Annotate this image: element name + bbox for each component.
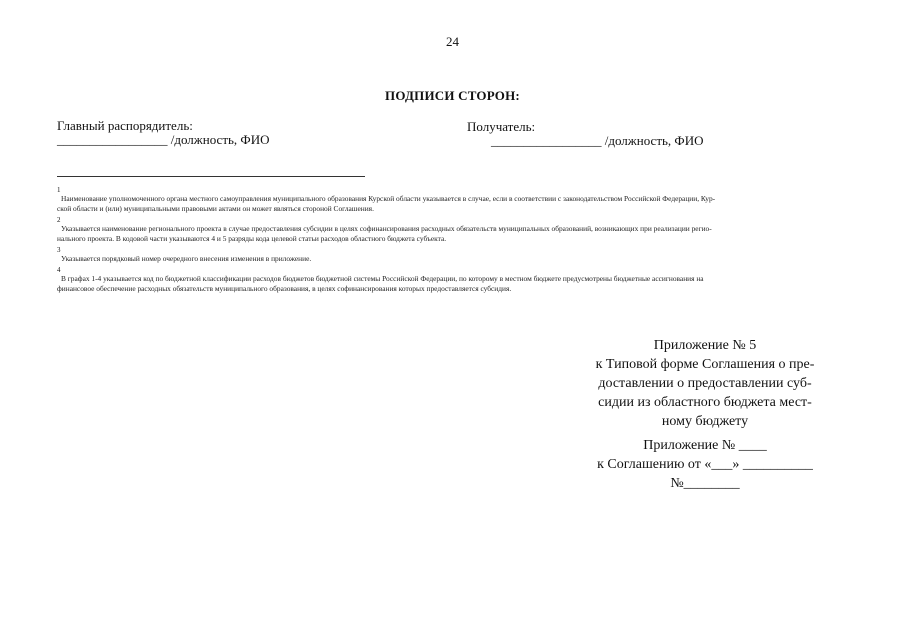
appendix-5-line: сидии из областного бюджета мест- [598,395,812,410]
footnote-2 [57,216,841,244]
footnote-number: 4 [57,266,61,274]
appendix-blank-line: №________ [670,476,740,491]
footnote-number: 3 [57,246,61,254]
appendix-blank-block [540,436,870,493]
footnote-1 [57,186,841,214]
footnote-text: Указывается порядковый номер очередного внесения изменения в приложение. [61,254,312,263]
appendix-blank-line: к Соглашению от «___» __________ [597,457,813,472]
right-signature-line: _________________ /должность, ФИО [491,133,704,148]
footnote-text: ской области и (или) муниципальными правовыми актами он может являться стороной Соглашения. [57,204,374,213]
footnote-number: 1 [57,186,61,194]
left-signatory-label: Главный распорядитель: [57,118,193,133]
footnote-3 [57,246,841,264]
appendix-5-line: ному бюджету [661,414,749,429]
appendix-5-line: доставлении о предоставлении суб- [598,376,812,391]
appendix-5-line: к Типовой форме Соглашения о пре- [595,357,815,372]
appendix-5-line: Приложение № 5 [653,338,757,353]
footnote-text: нального проекта. В кодовой части указываются 4 и 5 разряды кода целевой статьи расходов областного бюджета субъекта. [57,234,447,243]
footnote-text: финансовое обеспечение расходных обязательств муниципального образования, в целях софинансирования которых предоставляется субсидия. [57,284,512,293]
page-title: ПОДПИСИ СТОРОН: [385,88,520,103]
footnote-text: Указывается наименование регионального проекта в случае предоставления субсидии в целях софинансирования расходных обязательств муниципальных образований, возникающих при реализации регио- [61,224,712,233]
footnote-text: В графах 1-4 указывается код по бюджетной классификации расходов бюджетов бюджетной системы Российской Федерации, по которому в местном бюджете предусмотрены бюджетные ассигнования на [61,274,704,283]
footnotes [57,186,841,294]
footnote-4 [57,266,841,294]
footnote-text: Наименование уполномоченного органа местного самоуправления муниципального образования Курской области указывается в случае, если в соответствии с законодательством Российской Федерации, Кур- [61,194,716,203]
right-signatory-label: Получатель: [467,119,536,134]
page-number: 24 [446,34,459,49]
left-signature-line: _________________ /должность, ФИО [57,132,270,147]
footnote-separator [57,176,365,177]
appendix-blank-line: Приложение № ____ [643,438,767,453]
appendix-5-block [540,336,870,431]
footnote-number: 2 [57,216,61,224]
